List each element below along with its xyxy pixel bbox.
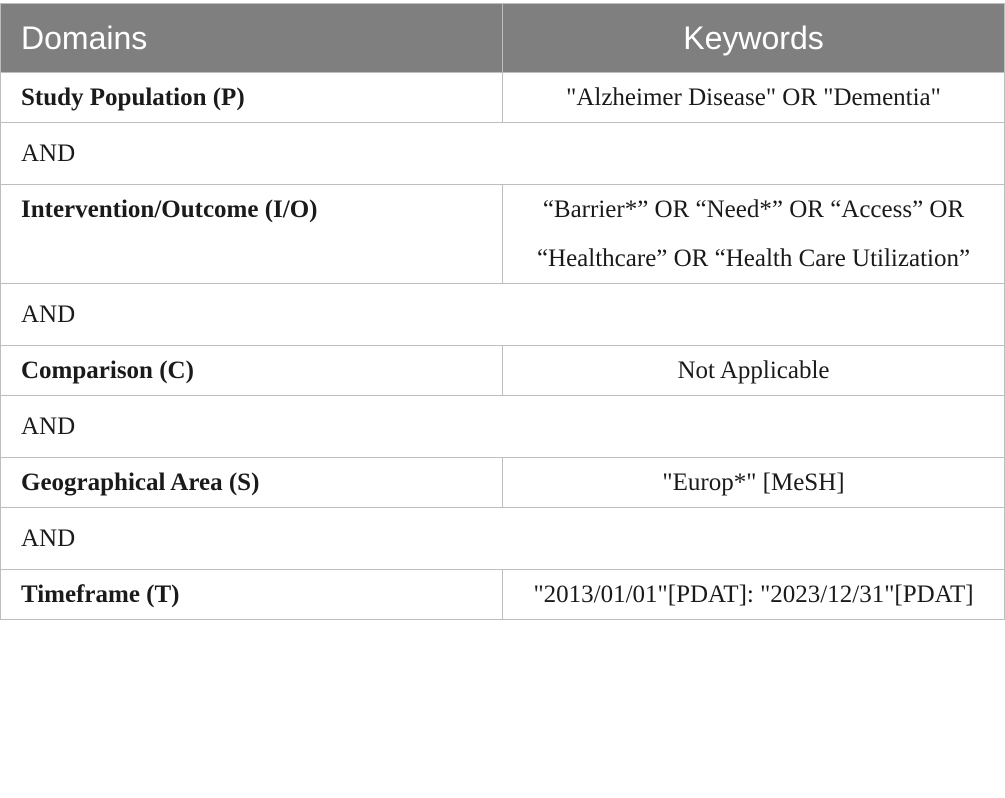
table-row xyxy=(1,570,1005,620)
domain-cell: Geographical Area (S) xyxy=(1,458,503,508)
domain-cell: Timeframe (T) xyxy=(1,570,503,620)
keyword-cell: Not Applicable xyxy=(503,346,1005,396)
connector-row xyxy=(1,508,1005,570)
connector-row xyxy=(1,396,1005,458)
table-row xyxy=(1,458,1005,508)
keyword-cell: "Alzheimer Disease" OR "Dementia" xyxy=(503,73,1005,123)
and-connector: AND xyxy=(1,508,1005,570)
and-connector: AND xyxy=(1,123,1005,185)
keyword-cell: "Europ*" [MeSH] xyxy=(503,458,1005,508)
connector-row xyxy=(1,123,1005,185)
connector-row xyxy=(1,284,1005,346)
domain-cell: Intervention/Outcome (I/O) xyxy=(1,185,503,284)
domain-cell: Study Population (P) xyxy=(1,73,503,123)
keyword-cell: "2013/01/01"[PDAT]: "2023/12/31"[PDAT] xyxy=(503,570,1005,620)
header-domains: Domains xyxy=(1,4,503,73)
and-connector: AND xyxy=(1,396,1005,458)
domain-cell: Comparison (C) xyxy=(1,346,503,396)
header-row xyxy=(1,4,1005,73)
table-row xyxy=(1,346,1005,396)
and-connector: AND xyxy=(1,284,1005,346)
table-body xyxy=(1,73,1005,620)
header-keywords: Keywords xyxy=(503,4,1005,73)
table-row xyxy=(1,73,1005,123)
search-strategy-table xyxy=(0,3,1005,620)
table-header xyxy=(1,4,1005,73)
table-row xyxy=(1,185,1005,284)
keyword-cell: “Barrier*” OR “Need*” OR “Access” OR “Healthcare” OR “Health Care Utilization” xyxy=(503,185,1005,284)
